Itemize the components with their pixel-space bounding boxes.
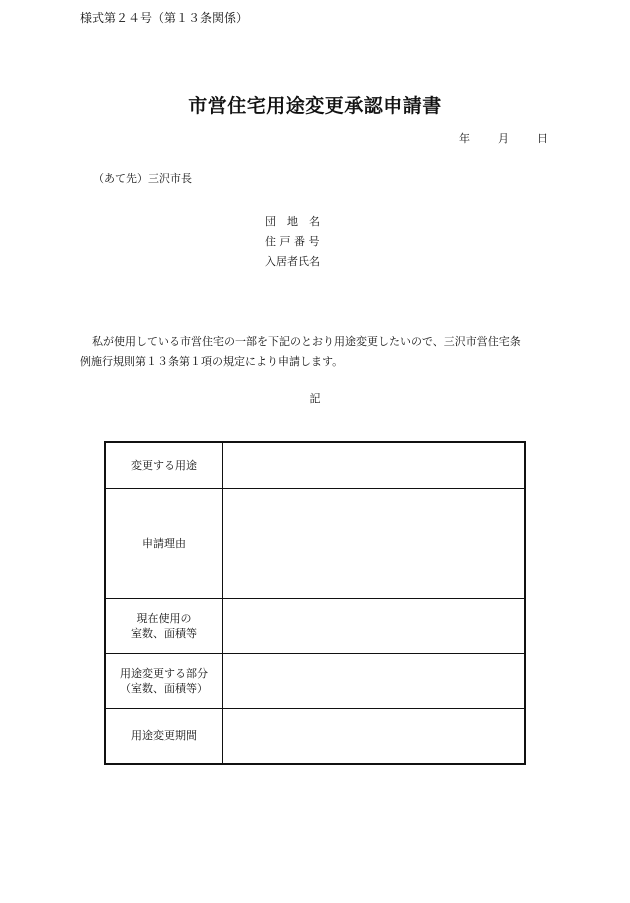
body-text bbox=[80, 332, 555, 372]
table-row-current-usage bbox=[105, 598, 525, 653]
resident-name-label: 入居者氏名 bbox=[265, 255, 320, 268]
row-label bbox=[105, 653, 223, 708]
date-month-label: 月 bbox=[498, 132, 509, 145]
estate-name-label: 団 地 名 bbox=[265, 215, 320, 228]
row-label bbox=[105, 488, 223, 598]
period-value-field[interactable] bbox=[223, 708, 526, 764]
row-label-line-2: （室数、面積等） bbox=[120, 681, 208, 695]
table-row-changed-part bbox=[105, 653, 525, 708]
usage-value-field[interactable] bbox=[223, 442, 526, 488]
applicant-block bbox=[265, 212, 320, 272]
unit-number-label: 住 戸 番 号 bbox=[265, 235, 320, 248]
row-label bbox=[105, 442, 223, 488]
table-row-period bbox=[105, 708, 525, 764]
row-label-line-1: 用途変更する部分 bbox=[120, 666, 208, 680]
body-text-line-2: 例施行規則第１３条第１項の規定により申請します。 bbox=[80, 355, 344, 368]
date-day-label: 日 bbox=[537, 132, 548, 145]
reason-value-field[interactable] bbox=[223, 488, 526, 598]
row-label-line-1: 変更する用途 bbox=[131, 458, 197, 472]
row-label-line-1: 現在使用の bbox=[136, 611, 192, 625]
form-number: 様式第２４号（第１３条関係） bbox=[80, 11, 249, 25]
addressee: （あて先）三沢市長 bbox=[93, 172, 192, 185]
document-title: 市営住宅用途変更承認申請書 bbox=[188, 95, 442, 117]
date-year-label: 年 bbox=[459, 132, 470, 145]
date-line bbox=[459, 133, 548, 144]
row-label bbox=[105, 708, 223, 764]
detail-table bbox=[104, 441, 526, 765]
changed-part-value-field[interactable] bbox=[223, 653, 526, 708]
body-text-line-1: 私が使用している市営住宅の一部を下記のとおり用途変更したいので、三沢市営住宅条 bbox=[92, 335, 521, 348]
record-mark: 記 bbox=[309, 392, 321, 405]
table-row-usage bbox=[105, 442, 525, 488]
row-label bbox=[105, 598, 223, 653]
row-label-line-2: 室数、面積等 bbox=[131, 626, 197, 640]
row-label-line-1: 用途変更期間 bbox=[131, 729, 197, 743]
current-usage-value-field[interactable] bbox=[223, 598, 526, 653]
row-label-line-1: 申請理由 bbox=[142, 536, 186, 550]
table-row-reason bbox=[105, 488, 525, 598]
